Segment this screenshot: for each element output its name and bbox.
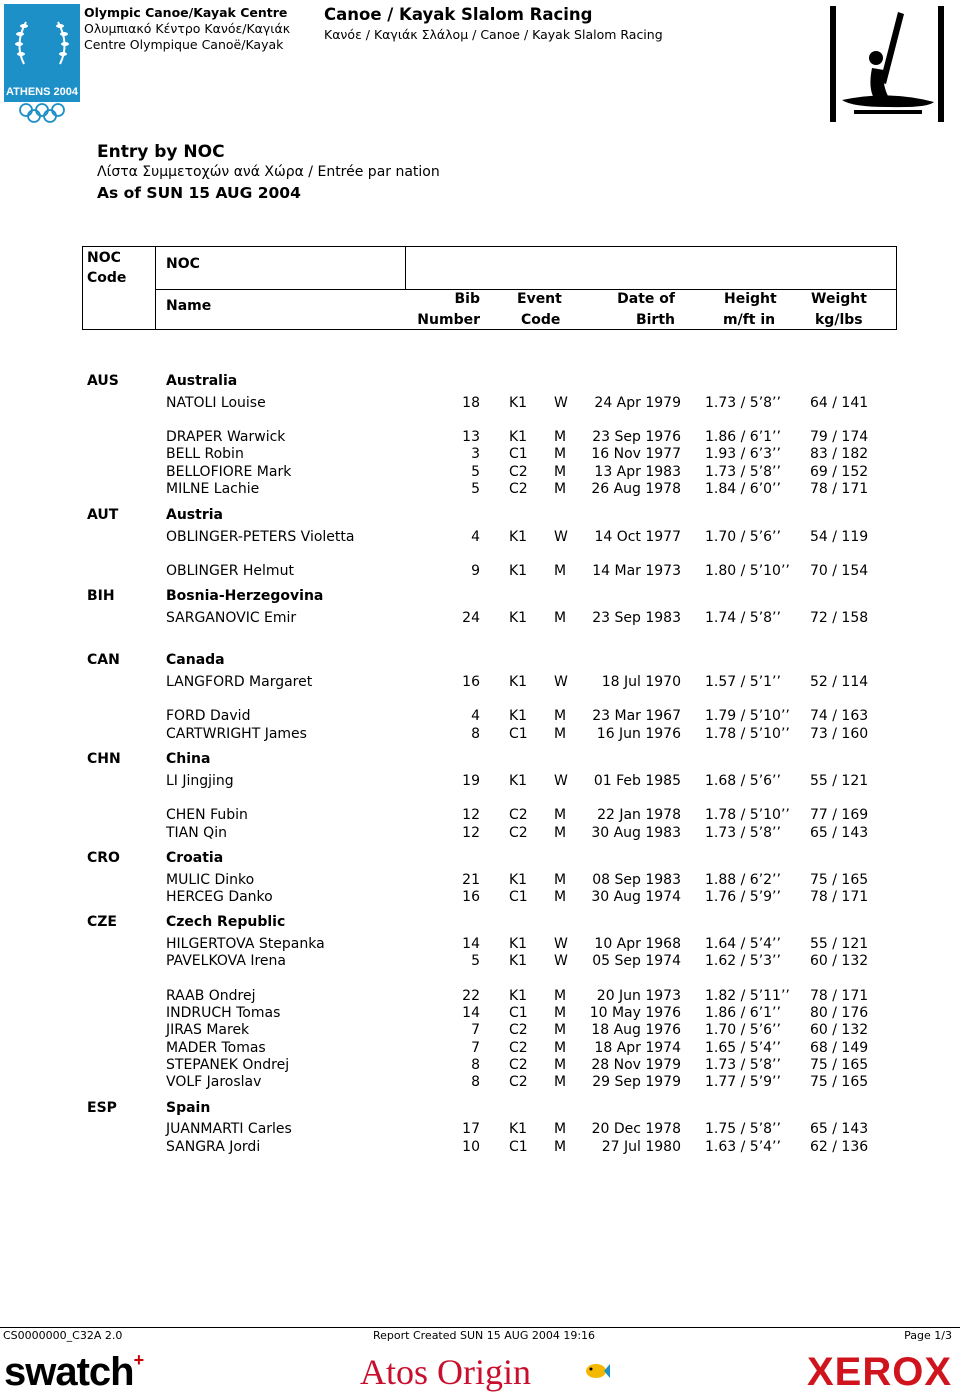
gender: M: [554, 464, 567, 480]
athlete-row: [0, 1074, 960, 1092]
country-row: [0, 652, 960, 670]
atos-fish-icon: [584, 1358, 610, 1388]
bib-number: 8: [471, 1057, 480, 1073]
bib-number: 12: [462, 807, 480, 823]
weight: 60 / 132: [810, 1022, 869, 1038]
height: 1.79 / 5’10’’: [705, 708, 790, 724]
athlete-name: OBLINGER-PETERS Violetta: [166, 529, 355, 545]
canoe-slalom-pictogram-icon: [828, 4, 948, 124]
date-of-birth: 18 Aug 1976: [591, 1022, 681, 1038]
date-of-birth: 08 Sep 1983: [592, 872, 681, 888]
bib-number: 3: [471, 446, 480, 462]
bib-number: 8: [471, 1074, 480, 1090]
gender: W: [554, 773, 568, 789]
event-title: Canoe / Kayak Slalom Racing: [324, 5, 593, 24]
weight: 77 / 169: [810, 807, 869, 823]
date-of-birth: 10 Apr 1968: [594, 936, 681, 952]
event-code: K1: [509, 429, 528, 445]
event-code: C1: [509, 889, 528, 905]
country-name: China: [166, 751, 211, 767]
athlete-name: FORD David: [166, 708, 251, 724]
country-name: Czech Republic: [166, 914, 286, 930]
athlete-row: [0, 953, 960, 971]
athlete-row: [0, 988, 960, 1006]
athlete-row: [0, 807, 960, 825]
bib-number: 12: [462, 825, 480, 841]
atos-origin-logo-text: Atos Origin: [360, 1352, 531, 1392]
athlete-name: LANGFORD Margaret: [166, 674, 313, 690]
height: 1.78 / 5’10’’: [705, 726, 790, 742]
country-name: Spain: [166, 1100, 211, 1116]
event-code: C1: [509, 1005, 528, 1021]
noc-code: ESP: [87, 1100, 117, 1116]
athlete-row: [0, 889, 960, 907]
weight: 64 / 141: [810, 395, 869, 411]
country-name: Austria: [166, 507, 223, 523]
country-row: [0, 914, 960, 932]
country-name: Bosnia-Herzegovina: [166, 588, 324, 604]
weight: 75 / 165: [810, 1057, 869, 1073]
event-code: K1: [509, 708, 528, 724]
bib-number: 13: [462, 429, 480, 445]
gender: M: [554, 429, 567, 445]
event-code: C2: [509, 1057, 528, 1073]
date-of-birth: 18 Jul 1970: [601, 674, 681, 690]
event-title-multilingual: Κανόε / Καγιάκ Σλάλομ / Canoe / Kayak Slalom Racing: [324, 27, 663, 42]
athlete-row: [0, 1022, 960, 1040]
athlete-name: NATOLI Louise: [166, 395, 266, 411]
bib-number: 7: [471, 1022, 480, 1038]
gender: M: [554, 825, 567, 841]
weight: 70 / 154: [810, 563, 869, 579]
weight: 62 / 136: [810, 1139, 869, 1155]
height: 1.86 / 6’1’’: [705, 1005, 781, 1021]
report-as-of-date: As of SUN 15 AUG 2004: [97, 184, 301, 202]
date-of-birth: 14 Mar 1973: [592, 563, 681, 579]
country-name: Canada: [166, 652, 225, 668]
athlete-name: BELLOFIORE Mark: [166, 464, 292, 480]
athlete-row: [0, 872, 960, 890]
country-row: [0, 507, 960, 525]
country-row: [0, 588, 960, 606]
athlete-row: [0, 1057, 960, 1075]
bib-number: 4: [471, 529, 480, 545]
col-name: Name: [166, 298, 212, 314]
gender: M: [554, 807, 567, 823]
col-weight: Weight: [811, 291, 867, 307]
gender: M: [554, 889, 567, 905]
date-of-birth: 29 Sep 1979: [592, 1074, 681, 1090]
height: 1.93 / 6’3’’: [705, 446, 781, 462]
athlete-name: RAAB Ondrej: [166, 988, 256, 1004]
athlete-name: BELL Robin: [166, 446, 244, 462]
gender: M: [554, 708, 567, 724]
date-of-birth: 30 Aug 1983: [591, 825, 681, 841]
event-code: K1: [509, 610, 528, 626]
page-number: Page 1/3: [904, 1329, 952, 1342]
height: 1.68 / 5’6’’: [705, 773, 781, 789]
noc-code: CZE: [87, 914, 117, 930]
bib-number: 16: [462, 889, 480, 905]
date-of-birth: 23 Sep 1976: [592, 429, 681, 445]
height: 1.82 / 5’11’’: [705, 988, 790, 1004]
event-code: K1: [509, 674, 528, 690]
noc-code: CHN: [87, 751, 121, 767]
height: 1.64 / 5’4’’: [705, 936, 781, 952]
footer-rule: [0, 1327, 960, 1328]
event-code: C2: [509, 807, 528, 823]
athlete-row: [0, 726, 960, 744]
athlete-name: STEPANEK Ondrej: [166, 1057, 290, 1073]
weight: 68 / 149: [810, 1040, 869, 1056]
col-code: Code: [87, 270, 127, 286]
col-noc: NOC: [87, 250, 121, 266]
event-code: C2: [509, 1040, 528, 1056]
gender: W: [554, 953, 568, 969]
height: 1.70 / 5’6’’: [705, 529, 781, 545]
venue-name-gr: Ολυμπιακό Κέντρο Κανόε/Καγιάκ: [84, 21, 291, 36]
country-name: Australia: [166, 373, 238, 389]
athlete-name: LI Jingjing: [166, 773, 234, 789]
gender: M: [554, 1057, 567, 1073]
col-event: Event: [517, 291, 562, 307]
athlete-name: VOLF Jaroslav: [166, 1074, 262, 1090]
date-of-birth: 16 Nov 1977: [591, 446, 681, 462]
athlete-row: [0, 1121, 960, 1139]
date-of-birth: 23 Mar 1967: [592, 708, 681, 724]
height: 1.73 / 5’8’’: [705, 395, 781, 411]
weight: 78 / 171: [810, 988, 869, 1004]
weight: 75 / 165: [810, 1074, 869, 1090]
height: 1.75 / 5’8’’: [705, 1121, 781, 1137]
report-code: CS0000000_C32A 2.0: [3, 1329, 123, 1342]
bib-number: 5: [471, 953, 480, 969]
col-noc-name: NOC: [166, 256, 200, 272]
height: 1.65 / 5’4’’: [705, 1040, 781, 1056]
column-divider-h: [155, 289, 896, 290]
weight: 55 / 121: [810, 936, 869, 952]
athlete-name: SANGRA Jordi: [166, 1139, 261, 1155]
athlete-row: [0, 773, 960, 791]
col-weight-unit: kg/lbs: [815, 312, 863, 328]
bib-number: 8: [471, 726, 480, 742]
gender: W: [554, 529, 568, 545]
weight: 69 / 152: [810, 464, 869, 480]
athlete-name: JUANMARTI Carles: [166, 1121, 292, 1137]
date-of-birth: 18 Apr 1974: [594, 1040, 681, 1056]
event-code: K1: [509, 988, 528, 1004]
event-code: C2: [509, 1074, 528, 1090]
noc-code: AUS: [87, 373, 119, 389]
date-of-birth: 13 Apr 1983: [594, 464, 681, 480]
event-code: C1: [509, 1139, 528, 1155]
bib-number: 17: [462, 1121, 480, 1137]
country-row: [0, 1100, 960, 1118]
height: 1.63 / 5’4’’: [705, 1139, 781, 1155]
country-row: [0, 850, 960, 868]
date-of-birth: 14 Oct 1977: [594, 529, 681, 545]
date-of-birth: 20 Jun 1973: [596, 988, 681, 1004]
swatch-logo: [4, 1350, 143, 1395]
event-code: K1: [509, 1121, 528, 1137]
height: 1.80 / 5’10’’: [705, 563, 790, 579]
height: 1.76 / 5’9’’: [705, 889, 781, 905]
athlete-name: MILNE Lachie: [166, 481, 260, 497]
event-code: C2: [509, 481, 528, 497]
athlete-row: [0, 1040, 960, 1058]
event-code: K1: [509, 872, 528, 888]
height: 1.70 / 5’6’’: [705, 1022, 781, 1038]
bib-number: 5: [471, 464, 480, 480]
event-code: K1: [509, 936, 528, 952]
athlete-name: PAVELKOVA Irena: [166, 953, 286, 969]
report-subtitle: Λίστα Συμμετοχών ανά Χώρα / Entrée par nation: [97, 164, 440, 180]
bib-number: 24: [462, 610, 480, 626]
date-of-birth: 01 Feb 1985: [593, 773, 681, 789]
noc-code: CRO: [87, 850, 120, 866]
weight: 80 / 176: [810, 1005, 869, 1021]
country-row: [0, 373, 960, 391]
date-of-birth: 28 Nov 1979: [591, 1057, 681, 1073]
bib-number: 4: [471, 708, 480, 724]
xerox-logo: XEROX: [806, 1350, 952, 1394]
athens-2004-logo: [4, 4, 80, 128]
date-of-birth: 26 Aug 1978: [591, 481, 681, 497]
weight: 75 / 165: [810, 872, 869, 888]
athlete-name: SARGANOVIC Emir: [166, 610, 297, 626]
weight: 79 / 174: [810, 429, 869, 445]
weight: 72 / 158: [810, 610, 869, 626]
athlete-name: MULIC Dinko: [166, 872, 255, 888]
bib-number: 16: [462, 674, 480, 690]
gender: M: [554, 1139, 567, 1155]
weight: 78 / 171: [810, 481, 869, 497]
swatch-plus-icon: +: [133, 1350, 144, 1370]
gender: M: [554, 1040, 567, 1056]
athlete-row: [0, 429, 960, 447]
weight: 60 / 132: [810, 953, 869, 969]
weight: 74 / 163: [810, 708, 869, 724]
date-of-birth: 10 May 1976: [589, 1005, 681, 1021]
weight: 65 / 143: [810, 1121, 869, 1137]
date-of-birth: 20 Dec 1978: [591, 1121, 681, 1137]
country-name: Croatia: [166, 850, 224, 866]
bib-number: 21: [462, 872, 480, 888]
athlete-name: MADER Tomas: [166, 1040, 266, 1056]
date-of-birth: 16 Jun 1976: [596, 726, 681, 742]
event-code: K1: [509, 395, 528, 411]
column-divider-2: [405, 247, 406, 289]
event-code: K1: [509, 773, 528, 789]
height: 1.73 / 5’8’’: [705, 464, 781, 480]
gender: M: [554, 610, 567, 626]
athlete-name: CARTWRIGHT James: [166, 726, 307, 742]
athlete-row: [0, 936, 960, 954]
noc-code: CAN: [87, 652, 120, 668]
weight: 78 / 171: [810, 889, 869, 905]
event-code: C1: [509, 446, 528, 462]
date-of-birth: 05 Sep 1974: [592, 953, 681, 969]
bib-number: 22: [462, 988, 480, 1004]
athlete-row: [0, 1005, 960, 1023]
date-of-birth: 23 Sep 1983: [592, 610, 681, 626]
height: 1.88 / 6’2’’: [705, 872, 781, 888]
athlete-row: [0, 563, 960, 581]
event-code: K1: [509, 529, 528, 545]
weight: 55 / 121: [810, 773, 869, 789]
athlete-row: [0, 708, 960, 726]
bib-number: 14: [462, 936, 480, 952]
gender: W: [554, 936, 568, 952]
athlete-name: DRAPER Warwick: [166, 429, 286, 445]
event-code: C2: [509, 1022, 528, 1038]
athlete-name: JIRAS Marek: [166, 1022, 250, 1038]
bib-number: 9: [471, 563, 480, 579]
col-height: Height: [724, 291, 777, 307]
weight: 52 / 114: [810, 674, 869, 690]
column-divider-1: [155, 247, 156, 329]
date-of-birth: 27 Jul 1980: [601, 1139, 681, 1155]
athlete-name: TIAN Qin: [166, 825, 227, 841]
report-title: Entry by NOC: [97, 142, 225, 162]
gender: M: [554, 1074, 567, 1090]
weight: 83 / 182: [810, 446, 869, 462]
bib-number: 19: [462, 773, 480, 789]
athlete-row: [0, 464, 960, 482]
swatch-logo-text: swatch: [4, 1350, 134, 1394]
gender: M: [554, 988, 567, 1004]
height: 1.84 / 6’0’’: [705, 481, 781, 497]
svg-text:ATHENS 2004: ATHENS 2004: [6, 86, 78, 98]
height: 1.86 / 6’1’’: [705, 429, 781, 445]
athlete-name: HILGERTOVA Stepanka: [166, 936, 325, 952]
athlete-name: HERCEG Danko: [166, 889, 273, 905]
gender: W: [554, 674, 568, 690]
col-bib: Bib: [454, 291, 480, 307]
bib-number: 14: [462, 1005, 480, 1021]
date-of-birth: 22 Jan 1978: [597, 807, 681, 823]
athlete-row: [0, 481, 960, 499]
gender: M: [554, 1121, 567, 1137]
report-created: Report Created SUN 15 AUG 2004 19:16: [373, 1329, 596, 1342]
noc-code: BIH: [87, 588, 115, 604]
athlete-row: [0, 395, 960, 413]
event-code: C2: [509, 825, 528, 841]
athlete-name: OBLINGER Helmut: [166, 563, 294, 579]
height: 1.77 / 5’9’’: [705, 1074, 781, 1090]
event-code: K1: [509, 563, 528, 579]
date-of-birth: 24 Apr 1979: [594, 395, 681, 411]
col-number: Number: [417, 312, 480, 328]
bib-number: 18: [462, 395, 480, 411]
gender: M: [554, 446, 567, 462]
gender: W: [554, 395, 568, 411]
athlete-row: [0, 610, 960, 628]
gender: M: [554, 563, 567, 579]
height: 1.57 / 5’1’’: [705, 674, 781, 690]
bib-number: 5: [471, 481, 480, 497]
event-code: C2: [509, 464, 528, 480]
gender: M: [554, 481, 567, 497]
athlete-row: [0, 1139, 960, 1157]
gender: M: [554, 1005, 567, 1021]
height: 1.78 / 5’10’’: [705, 807, 790, 823]
weight: 54 / 119: [810, 529, 869, 545]
weight: 65 / 143: [810, 825, 869, 841]
col-height-unit: m/ft in: [723, 312, 776, 328]
venue-name-en: Olympic Canoe/Kayak Centre: [84, 5, 288, 20]
event-code: C1: [509, 726, 528, 742]
gender: M: [554, 1022, 567, 1038]
weight: 73 / 160: [810, 726, 869, 742]
athlete-name: INDRUCH Tomas: [166, 1005, 281, 1021]
height: 1.74 / 5’8’’: [705, 610, 781, 626]
height: 1.73 / 5’8’’: [705, 1057, 781, 1073]
gender: M: [554, 872, 567, 888]
col-event-code: Code: [521, 312, 561, 328]
date-of-birth: 30 Aug 1974: [591, 889, 681, 905]
venue-name-fr: Centre Olympique Canoë/Kayak: [84, 37, 284, 52]
height: 1.62 / 5’3’’: [705, 953, 781, 969]
noc-code: AUT: [87, 507, 119, 523]
athlete-name: CHEN Fubin: [166, 807, 248, 823]
athlete-row: [0, 446, 960, 464]
event-code: K1: [509, 953, 528, 969]
country-row: [0, 751, 960, 769]
col-birth: Birth: [635, 312, 675, 328]
atos-origin-logo: [360, 1351, 531, 1393]
bib-number: 7: [471, 1040, 480, 1056]
col-date-of: Date of: [617, 291, 675, 307]
athlete-row: [0, 825, 960, 843]
gender: M: [554, 726, 567, 742]
bib-number: 10: [462, 1139, 480, 1155]
athlete-row: [0, 674, 960, 692]
height: 1.73 / 5’8’’: [705, 825, 781, 841]
athlete-row: [0, 529, 960, 547]
